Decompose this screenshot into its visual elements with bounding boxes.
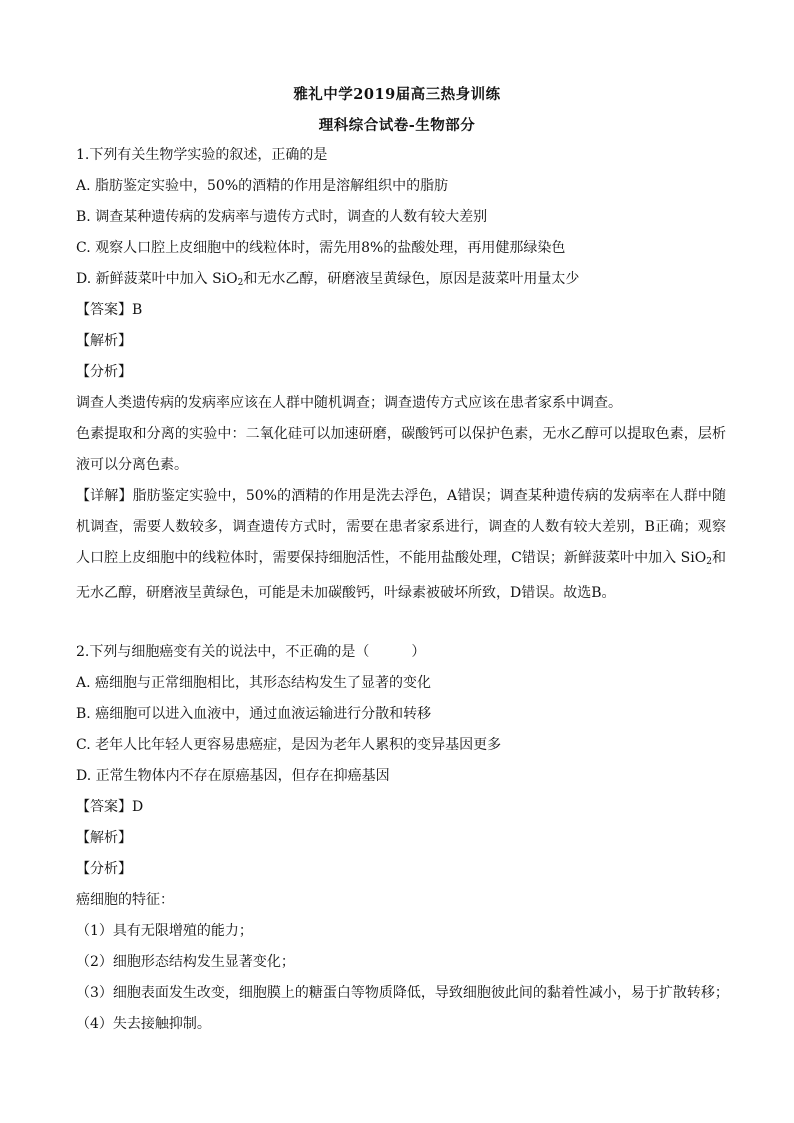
document-subtitle: 理科综合试卷-生物部分 bbox=[318, 117, 476, 134]
question-2-fenxi-label: 【分析】 bbox=[76, 861, 132, 877]
question-1-option-b: B. 调查某种遗传病的发病率与遗传方式时，调查的人数有较大差别 bbox=[76, 209, 488, 225]
document-title: 雅礼中学2019届高三热身训练 bbox=[293, 86, 501, 103]
question-2-features-title: 癌细胞的特征： bbox=[76, 892, 174, 908]
question-1-option-c: C. 观察人口腔上皮细胞中的线粒体时，需先用8%的盐酸处理，再用健那绿染色 bbox=[76, 240, 566, 256]
question-1-answer: 【答案】B bbox=[76, 302, 143, 318]
question-1-option-a: A. 脂肪鉴定实验中，50%的酒精的作用是溶解组织中的脂肪 bbox=[76, 178, 449, 194]
question-1-fenxi-label: 【分析】 bbox=[76, 364, 132, 380]
question-2-feature-4: （4）失去接触抑制。 bbox=[76, 1016, 211, 1032]
question-1-stem: 1.下列有关生物学实验的叙述，正确的是 bbox=[76, 147, 328, 163]
question-2-answer: 【答案】D bbox=[76, 799, 144, 815]
question-1-option-d: D. 新鲜菠菜叶中加入 SiO$_2$和无水乙醇，研磨液呈黄绿色，原因是菠菜叶用量太少 bbox=[76, 271, 580, 288]
question-2-stem: 2.下列与细胞癌变有关的说法中，不正确的是（ ） bbox=[76, 644, 426, 660]
question-2-option-b: B. 癌细胞可以进入血液中，通过血液运输进行分散和转移 bbox=[76, 706, 432, 722]
question-2-analysis-label: 【解析】 bbox=[76, 830, 132, 846]
question-2-feature-1: （1）具有无限增殖的能力； bbox=[76, 923, 253, 939]
question-2-option-c: C. 老年人比年轻人更容易患癌症，是因为老年人累积的变异基因更多 bbox=[76, 737, 502, 753]
question-2-feature-2: （2）细胞形态结构发生显著变化； bbox=[76, 954, 295, 970]
question-2-option-a: A. 癌细胞与正常细胞相比，其形态结构发生了显著的变化 bbox=[76, 675, 432, 691]
question-1-fenxi-text-2: 色素提取和分离的实验中：二氧化硅可以加速研磨，碳酸钙可以保护色素，无水乙醇可以提取色素，层析液可以分离色素。 bbox=[76, 426, 726, 473]
question-2-feature-3: （3）细胞表面发生改变，细胞膜上的糖蛋白等物质降低，导致细胞彼此间的黏着性减小，易于扩散转移； bbox=[76, 985, 729, 1001]
question-1-detail: 【详解】脂肪鉴定实验中，50%的酒精的作用是洗去浮色，A错误；调查某种遗传病的发病率在人群中随机调查，需要人数较多，调查遗传方式时，需要在患者家系进行，调查的人数有较大差别，B正确；观察人口腔上皮细胞中的线粒体时，需要保持细胞活性，不能用盐酸处理，C错误；新鲜菠菜叶中加入 SiO$_2$和无水乙醇，研磨液呈黄绿色，可能是未加碳酸钙，叶绿素被破坏所致，D错误。故选B。 bbox=[76, 488, 726, 601]
question-1-fenxi-text-1: 调查人类遗传病的发病率应该在人群中随机调查；调查遗传方式应该在患者家系中调查。 bbox=[76, 395, 622, 411]
question-2-option-d: D. 正常生物体内不存在原癌基因，但存在抑癌基因 bbox=[76, 768, 390, 784]
question-1-analysis-label: 【解析】 bbox=[76, 333, 132, 349]
